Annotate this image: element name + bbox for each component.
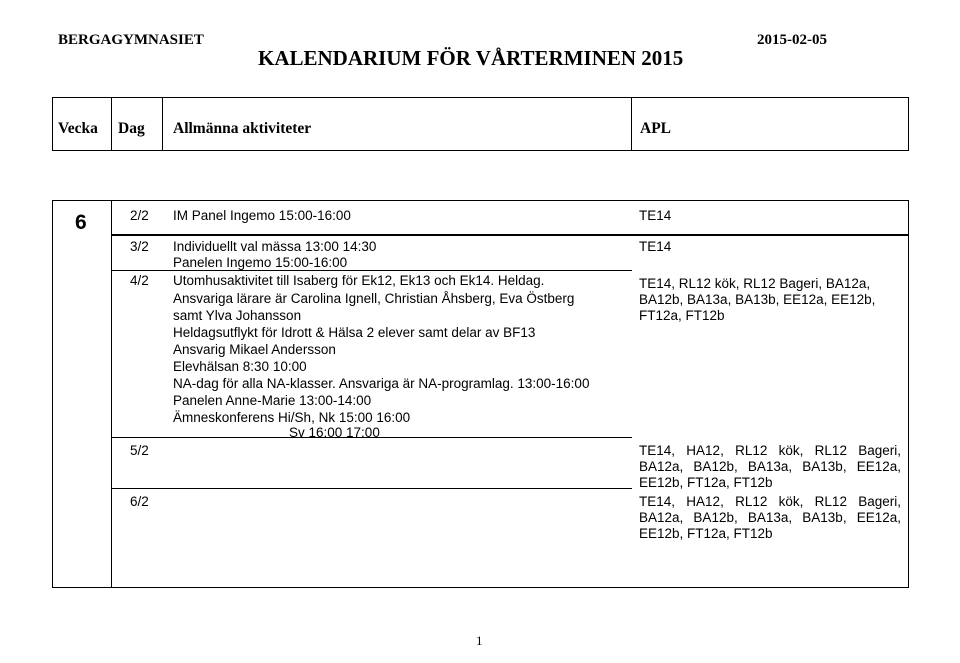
activity-line: Ansvariga lärare är Carolina Ignell, Christian Åhsberg, Eva Östberg: [173, 291, 575, 306]
document-date: 2015-02-05: [757, 32, 827, 48]
page-title: KALENDARIUM FÖR VÅRTERMINEN 2015: [258, 46, 684, 70]
column-header-vecka: Vecka: [58, 120, 98, 137]
apl-classes: TE14, HA12, RL12 kök, RL12 Bageri, BA12a, BA12b, BA13a, BA13b, EE12a, EE12b, FT12a, FT12b: [639, 494, 901, 541]
apl-classes: TE14, RL12 kök, RL12 Bageri, BA12a, BA12b, BA13a, BA13b, EE12a, EE12b, FT12a, FT12b: [639, 276, 876, 323]
column-header-dag: Dag: [118, 120, 145, 137]
activity-line: Heldagsutflykt för Idrott & Hälsa 2 elever samt delar av BF13: [173, 325, 536, 340]
row-day-5-2: 5/2: [130, 443, 149, 458]
apl-classes: TE14, HA12, RL12 kök, RL12 Bageri, BA12a, BA12b, BA13a, BA13b, EE12a, EE12b, FT12a, FT12b: [639, 443, 901, 490]
activity-line: Sv 16:00 17:00: [289, 425, 380, 440]
page-number: 1: [476, 633, 483, 648]
row-day-3-2: 3/2: [130, 239, 149, 254]
apl-classes: TE14: [639, 239, 672, 254]
activity-line: Ansvarig Mikael Andersson: [173, 342, 336, 357]
apl-classes: TE14: [639, 208, 672, 223]
row-day-4-2: 4/2: [130, 273, 149, 288]
column-header-apl: APL: [640, 120, 671, 137]
activity-line: Ämneskonferens Hi/Sh, Nk 15:00 16:00: [173, 410, 411, 425]
activity-line: Panelen Anne-Marie 13:00-14:00: [173, 393, 372, 408]
activity-line: Utomhusaktivitet till Isaberg för Ek12, Ek13 och Ek14. Heldag.: [173, 273, 545, 288]
school-name: BERGAGYMNASIET: [58, 32, 204, 48]
activity-line: Elevhälsan 8:30 10:00: [173, 359, 307, 374]
activity-line: IM Panel Ingemo 15:00-16:00: [173, 208, 351, 223]
row-day-2-2: 2/2: [130, 208, 149, 223]
column-header-aktiviteter: Allmänna aktiviteter: [173, 120, 312, 137]
row-day-6-2: 6/2: [130, 494, 149, 509]
activity-line: samt Ylva Johansson: [173, 308, 302, 323]
activity-line: NA-dag för alla NA-klasser. Ansvariga är NA-programlag. 13:00-16:00: [173, 376, 590, 391]
activity-line: Individuellt val mässa 13:00 14:30: [173, 239, 377, 254]
week-number: 6: [75, 211, 87, 234]
activity-line: Panelen Ingemo 15:00-16:00: [173, 255, 348, 270]
